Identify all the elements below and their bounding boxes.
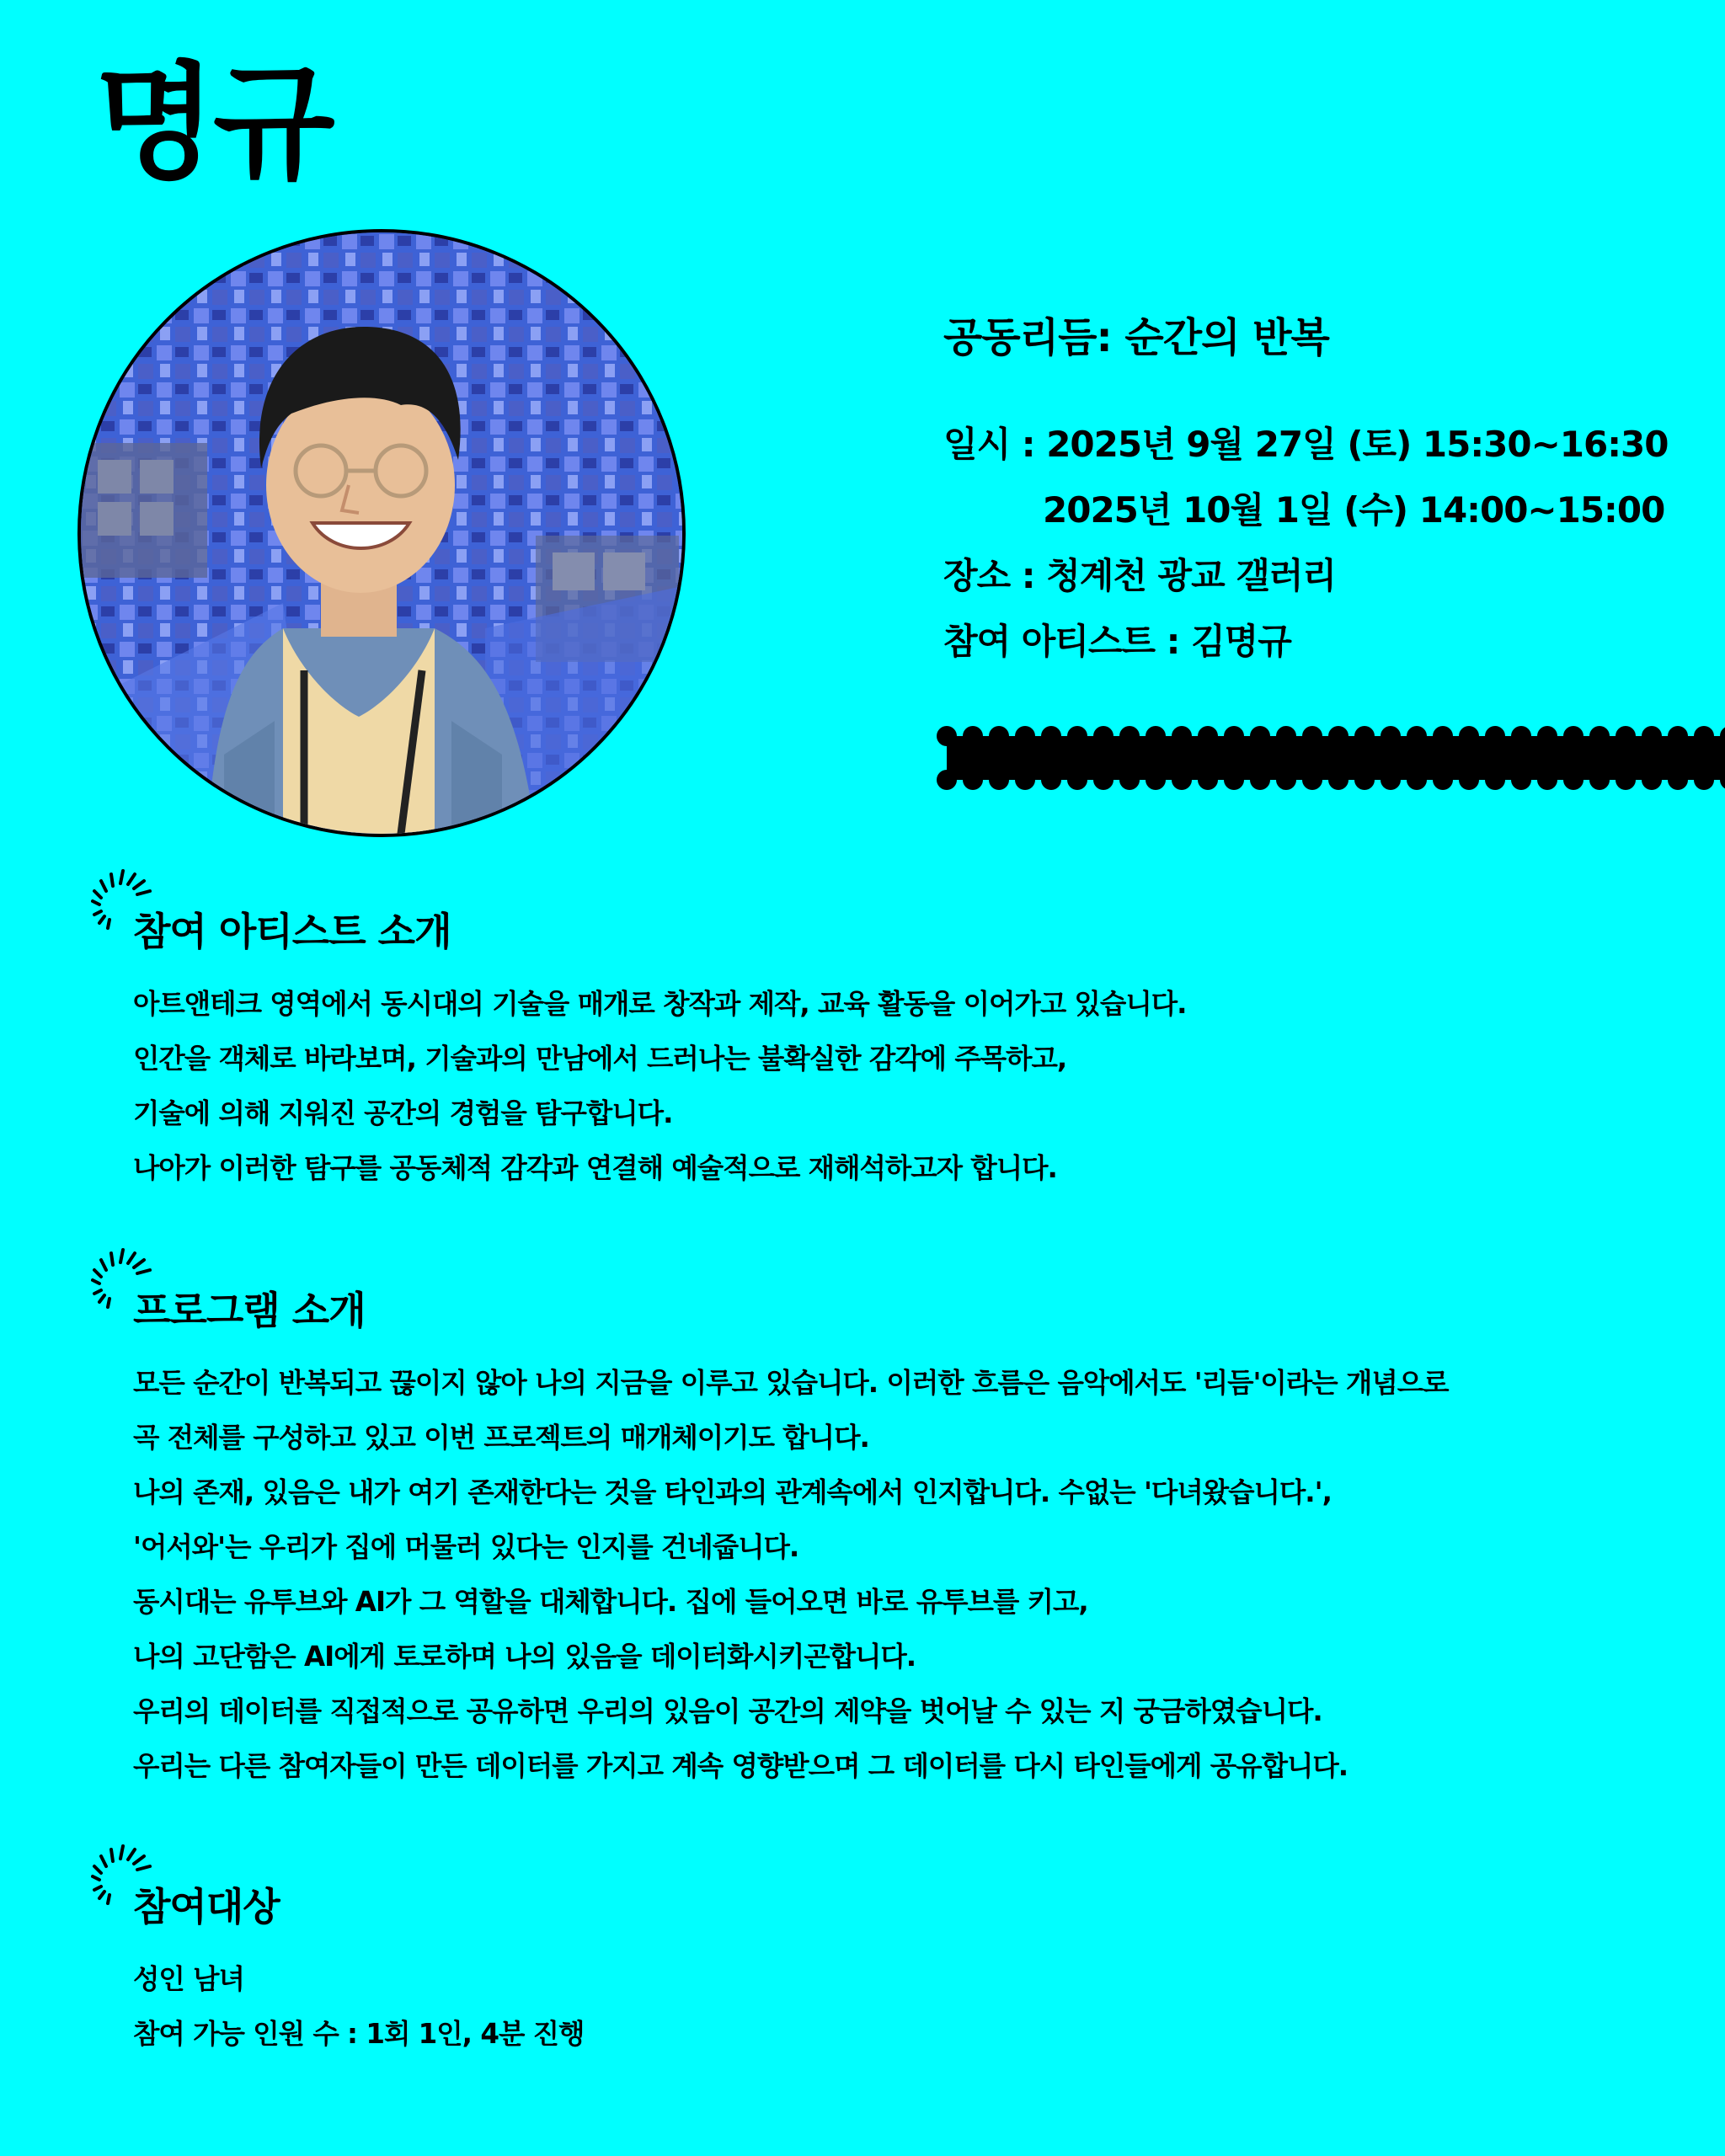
decoration-dot (1563, 726, 1583, 746)
decoration-dot (1616, 770, 1636, 790)
artist-intro-line: 나아가 이러한 탐구를 공동체적 감각과 연결해 예술적으로 재해석하고자 합니다. (133, 1152, 1057, 1184)
participants-line: 성인 남녀 (133, 1963, 244, 1995)
decoration-dot (1616, 726, 1636, 746)
decoration-dot (1354, 770, 1375, 790)
decoration-dot (1198, 726, 1218, 746)
program-intro-line: 곡 전체를 구성하고 있고 이번 프로젝트의 매개체이기도 합니다. (133, 1422, 869, 1454)
program-intro-line: 우리는 다른 참여자들이 만든 데이터를 가지고 계속 영향받으며 그 데이터를 다시 타인들에게 공유합니다. (133, 1750, 1348, 1782)
artist-intro-heading: 참여 아티스트 소개 (133, 909, 451, 954)
participants-section (91, 1843, 1658, 2062)
decoration-dot (1354, 726, 1375, 746)
decoration-dot (1668, 770, 1688, 790)
decoration-dot (937, 770, 957, 790)
program-intro-section (91, 1246, 1658, 1794)
event-date-1: 2025년 9월 27일 (토) 15:30~16:30 (1046, 424, 1669, 465)
decoration-dot (1433, 726, 1453, 746)
decoration-dot (1198, 770, 1218, 790)
artist-intro-line: 아트앤테크 영역에서 동시대의 기술을 매개로 창작과 제작, 교육 활동을 이어가고 있습니다. (133, 988, 1187, 1020)
decoration-dot (1511, 770, 1531, 790)
decoration-dot (1668, 726, 1688, 746)
decoration-dot (1119, 770, 1140, 790)
decoration-dot (989, 726, 1009, 746)
decoration-dot (1328, 726, 1348, 746)
participants-line: 참여 가능 인원 수 : 1회 1인, 4분 진행 (133, 2018, 585, 2050)
decoration-dot (1302, 726, 1322, 746)
decoration-dot (937, 726, 957, 746)
program-intro-line: 동시대는 유투브와 AI가 그 역할을 대체합니다. 집에 들어오면 바로 유투브를 키고, (133, 1586, 1088, 1618)
program-intro-line: 나의 존재, 있음은 내가 여기 존재한다는 것을 타인과의 관계속에서 인지합니다. 수없는 '다녀왔습니다.', (133, 1476, 1332, 1508)
decoration-dot (1276, 726, 1296, 746)
decoration-dot (1328, 770, 1348, 790)
program-intro-line: 나의 고단함은 AI에게 토로하며 나의 있음을 데이터화시키곤합니다. (133, 1641, 916, 1673)
decoration-dot (1224, 770, 1244, 790)
decoration-dot (1172, 770, 1192, 790)
decoration-dot (1485, 770, 1505, 790)
artist-intro-line: 기술에 의해 지워진 공간의 경험을 탐구합니다. (133, 1097, 673, 1129)
decoration-dot (1250, 726, 1270, 746)
decoration-dot (1694, 726, 1714, 746)
decoration-dot (963, 726, 983, 746)
artist-portrait (77, 229, 686, 837)
decoration-dot (1459, 726, 1479, 746)
decoration-dot (1276, 770, 1296, 790)
decoration-dot (1119, 726, 1140, 746)
event-venue: 장소 : 청계천 광교 갤러리 (943, 555, 1337, 596)
decoration-dot (1589, 770, 1610, 790)
decoration-dot (989, 770, 1009, 790)
program-intro-heading: 프로그램 소개 (133, 1288, 366, 1333)
decoration-dot (1381, 770, 1401, 790)
artist-intro-line: 인간을 객체로 바라보며, 기술과의 만남에서 드러나는 불확실한 감각에 주목하고, (133, 1043, 1067, 1075)
program-intro-line: '어서와'는 우리가 집에 머물러 있다는 인지를 건네줍니다. (133, 1531, 799, 1563)
decoration-dot (1067, 726, 1087, 746)
program-intro-line: 모든 순간이 반복되고 끊이지 않아 나의 지금을 이루고 있습니다. 이러한 흐름은 음악에서도 '리듬'이라는 개념으로 (133, 1367, 1449, 1399)
decoration-dot (1041, 770, 1061, 790)
decoration-dot (1589, 726, 1610, 746)
decoration-dot (1146, 770, 1166, 790)
decoration-dot (1250, 770, 1270, 790)
event-artist: 참여 아티스트 : 김명규 (943, 621, 1291, 662)
decoration-dot (1093, 726, 1114, 746)
decoration-dot (1041, 726, 1061, 746)
event-info (943, 305, 1701, 675)
decoration-dot (1537, 726, 1557, 746)
decoration-dot (1694, 770, 1714, 790)
decoration-dot (1093, 770, 1114, 790)
decoration-dot (1485, 726, 1505, 746)
decoration-dot (1015, 770, 1035, 790)
decoration-dot (1563, 770, 1583, 790)
decoration-dot (1642, 726, 1662, 746)
decoration-dot (1067, 770, 1087, 790)
page-title: 명규 (94, 51, 332, 197)
participants-heading: 참여대상 (133, 1884, 280, 1929)
event-date-line-2 (943, 478, 1701, 543)
decoration-dot (1146, 726, 1166, 746)
decoration-dot (1302, 770, 1322, 790)
decoration-dot (1407, 770, 1427, 790)
decoration-dot (963, 770, 983, 790)
schedule-label: 일시 : (943, 424, 1035, 465)
decoration-dot (1407, 726, 1427, 746)
decoration-dot (1459, 770, 1479, 790)
decoration-dot (1224, 726, 1244, 746)
dotted-decoration-bar (935, 716, 1725, 800)
artist-intro-section (91, 867, 1658, 1196)
event-date-line-1 (943, 412, 1701, 478)
decoration-dot (1381, 726, 1401, 746)
decoration-dot (1015, 726, 1035, 746)
event-date-2: 2025년 10월 1일 (수) 14:00~15:00 (1043, 489, 1665, 531)
decoration-dot (1537, 770, 1557, 790)
decoration-dot (1511, 726, 1531, 746)
decoration-dot (1433, 770, 1453, 790)
event-title: 공동리듬: 순간의 반복 (943, 314, 1329, 361)
decoration-dot (1642, 770, 1662, 790)
decoration-dot (1172, 726, 1192, 746)
program-intro-line: 우리의 데이터를 직접적으로 공유하면 우리의 있음이 공간의 제약을 벗어날 수 있는 지 궁금하였습니다. (133, 1695, 1322, 1727)
